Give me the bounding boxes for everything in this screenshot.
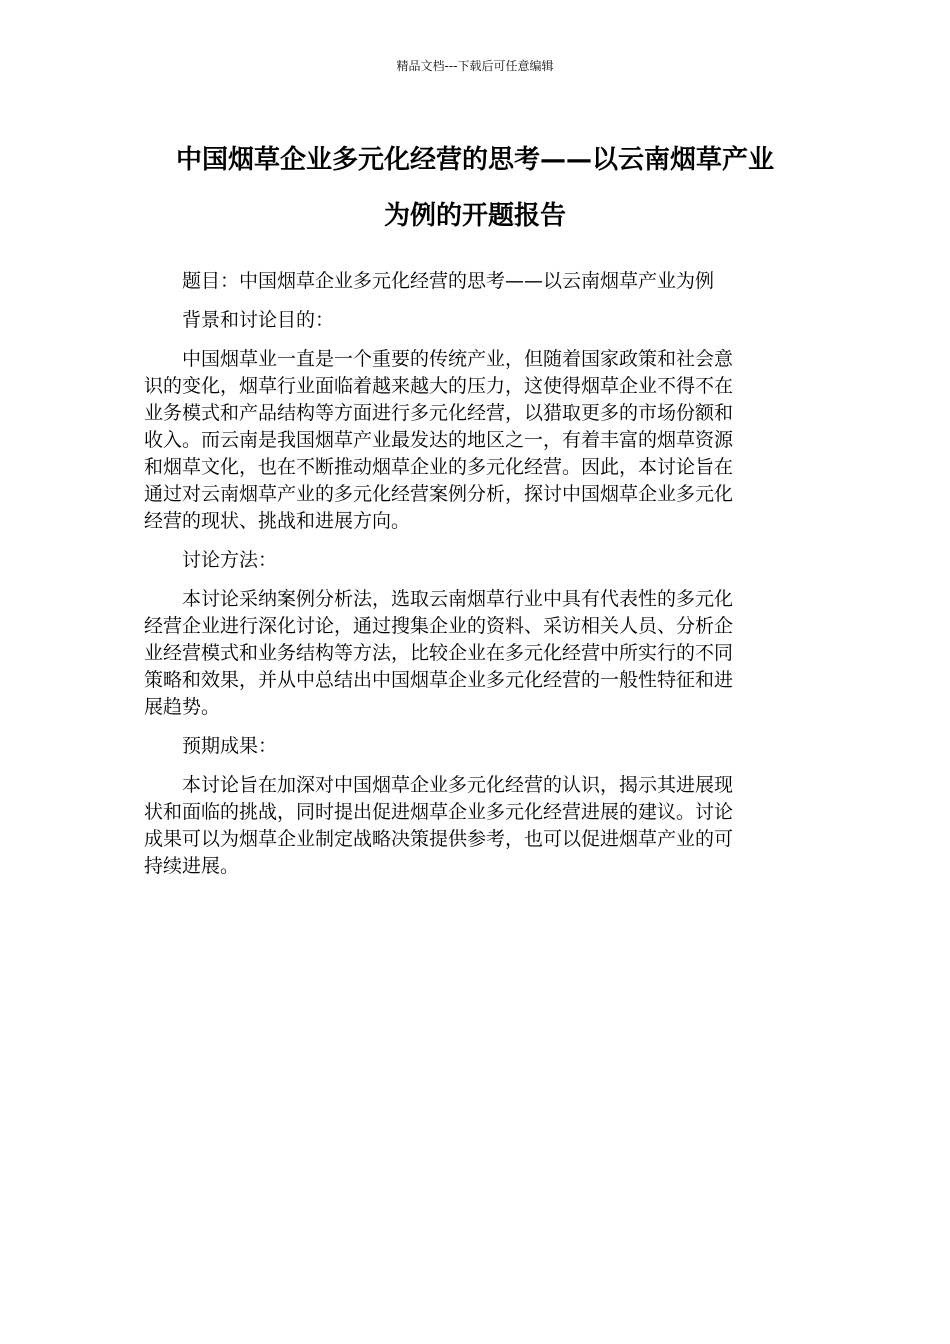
paragraph-line: 识的变化，烟草行业面临着越来越大的压力，这使得烟草企业不得不在 <box>144 375 734 397</box>
background-heading: 背景和讨论目的： <box>182 309 335 331</box>
paragraph-line: 状和面临的挑战，同时提出促进烟草企业多元化经营进展的建议。讨论 <box>144 801 734 823</box>
paragraph-line: 收入。而云南是我国烟草产业最发达的地区之一，有着丰富的烟草资源 <box>144 429 734 451</box>
paragraph-line: 经营企业进行深化讨论，通过搜集企业的资料、采访相关人员、分析企 <box>144 615 734 637</box>
paragraph-line: 中国烟草业一直是一个重要的传统产业，但随着国家政策和社会意 <box>182 348 734 370</box>
paragraph-line: 本讨论采纳案例分析法，选取云南烟草行业中具有代表性的多元化 <box>182 588 734 610</box>
paragraph-line: 和烟草文化，也在不断推动烟草企业的多元化经营。因此，本讨论旨在 <box>144 456 734 478</box>
method-heading: 讨论方法： <box>182 549 278 571</box>
document-body <box>144 268 792 892</box>
results-heading: 预期成果： <box>182 735 278 757</box>
results-paragraph <box>144 772 792 880</box>
document-title <box>130 132 820 244</box>
paragraph-line: 策略和效果，并从中总结出中国烟草企业多元化经营的一般性特征和进 <box>144 669 734 691</box>
paragraph-line: 业务模式和产品结构等方面进行多元化经营，以猎取更多的市场份额和 <box>144 402 734 424</box>
paragraph-line: 业经营模式和业务结构等方法，比较企业在多元化经营中所实行的不同 <box>144 642 734 664</box>
header-note: 精品文档---下载后可任意编辑 <box>396 59 554 73</box>
background-paragraph <box>144 346 792 535</box>
paragraph-line: 通过对云南烟草产业的多元化经营案例分析，探讨中国烟草企业多元化 <box>144 483 734 505</box>
paragraph-line: 经营的现状、挑战和进展方向。 <box>144 510 411 532</box>
paragraph-line: 持续进展。 <box>144 855 240 877</box>
topic-line: 题目：中国烟草企业多元化经营的思考——以云南烟草产业为例 <box>182 270 715 292</box>
paragraph-line: 展趋势。 <box>144 696 221 718</box>
method-paragraph <box>144 586 792 721</box>
paragraph-line: 本讨论旨在加深对中国烟草企业多元化经营的认识，揭示其进展现 <box>182 774 734 796</box>
paragraph-line: 成果可以为烟草企业制定战略决策提供参考，也可以促进烟草产业的可 <box>144 828 734 850</box>
title-line-2: 为例的开题报告 <box>383 201 566 231</box>
title-line-1: 中国烟草企业多元化经营的思考——以云南烟草产业 <box>175 145 774 175</box>
